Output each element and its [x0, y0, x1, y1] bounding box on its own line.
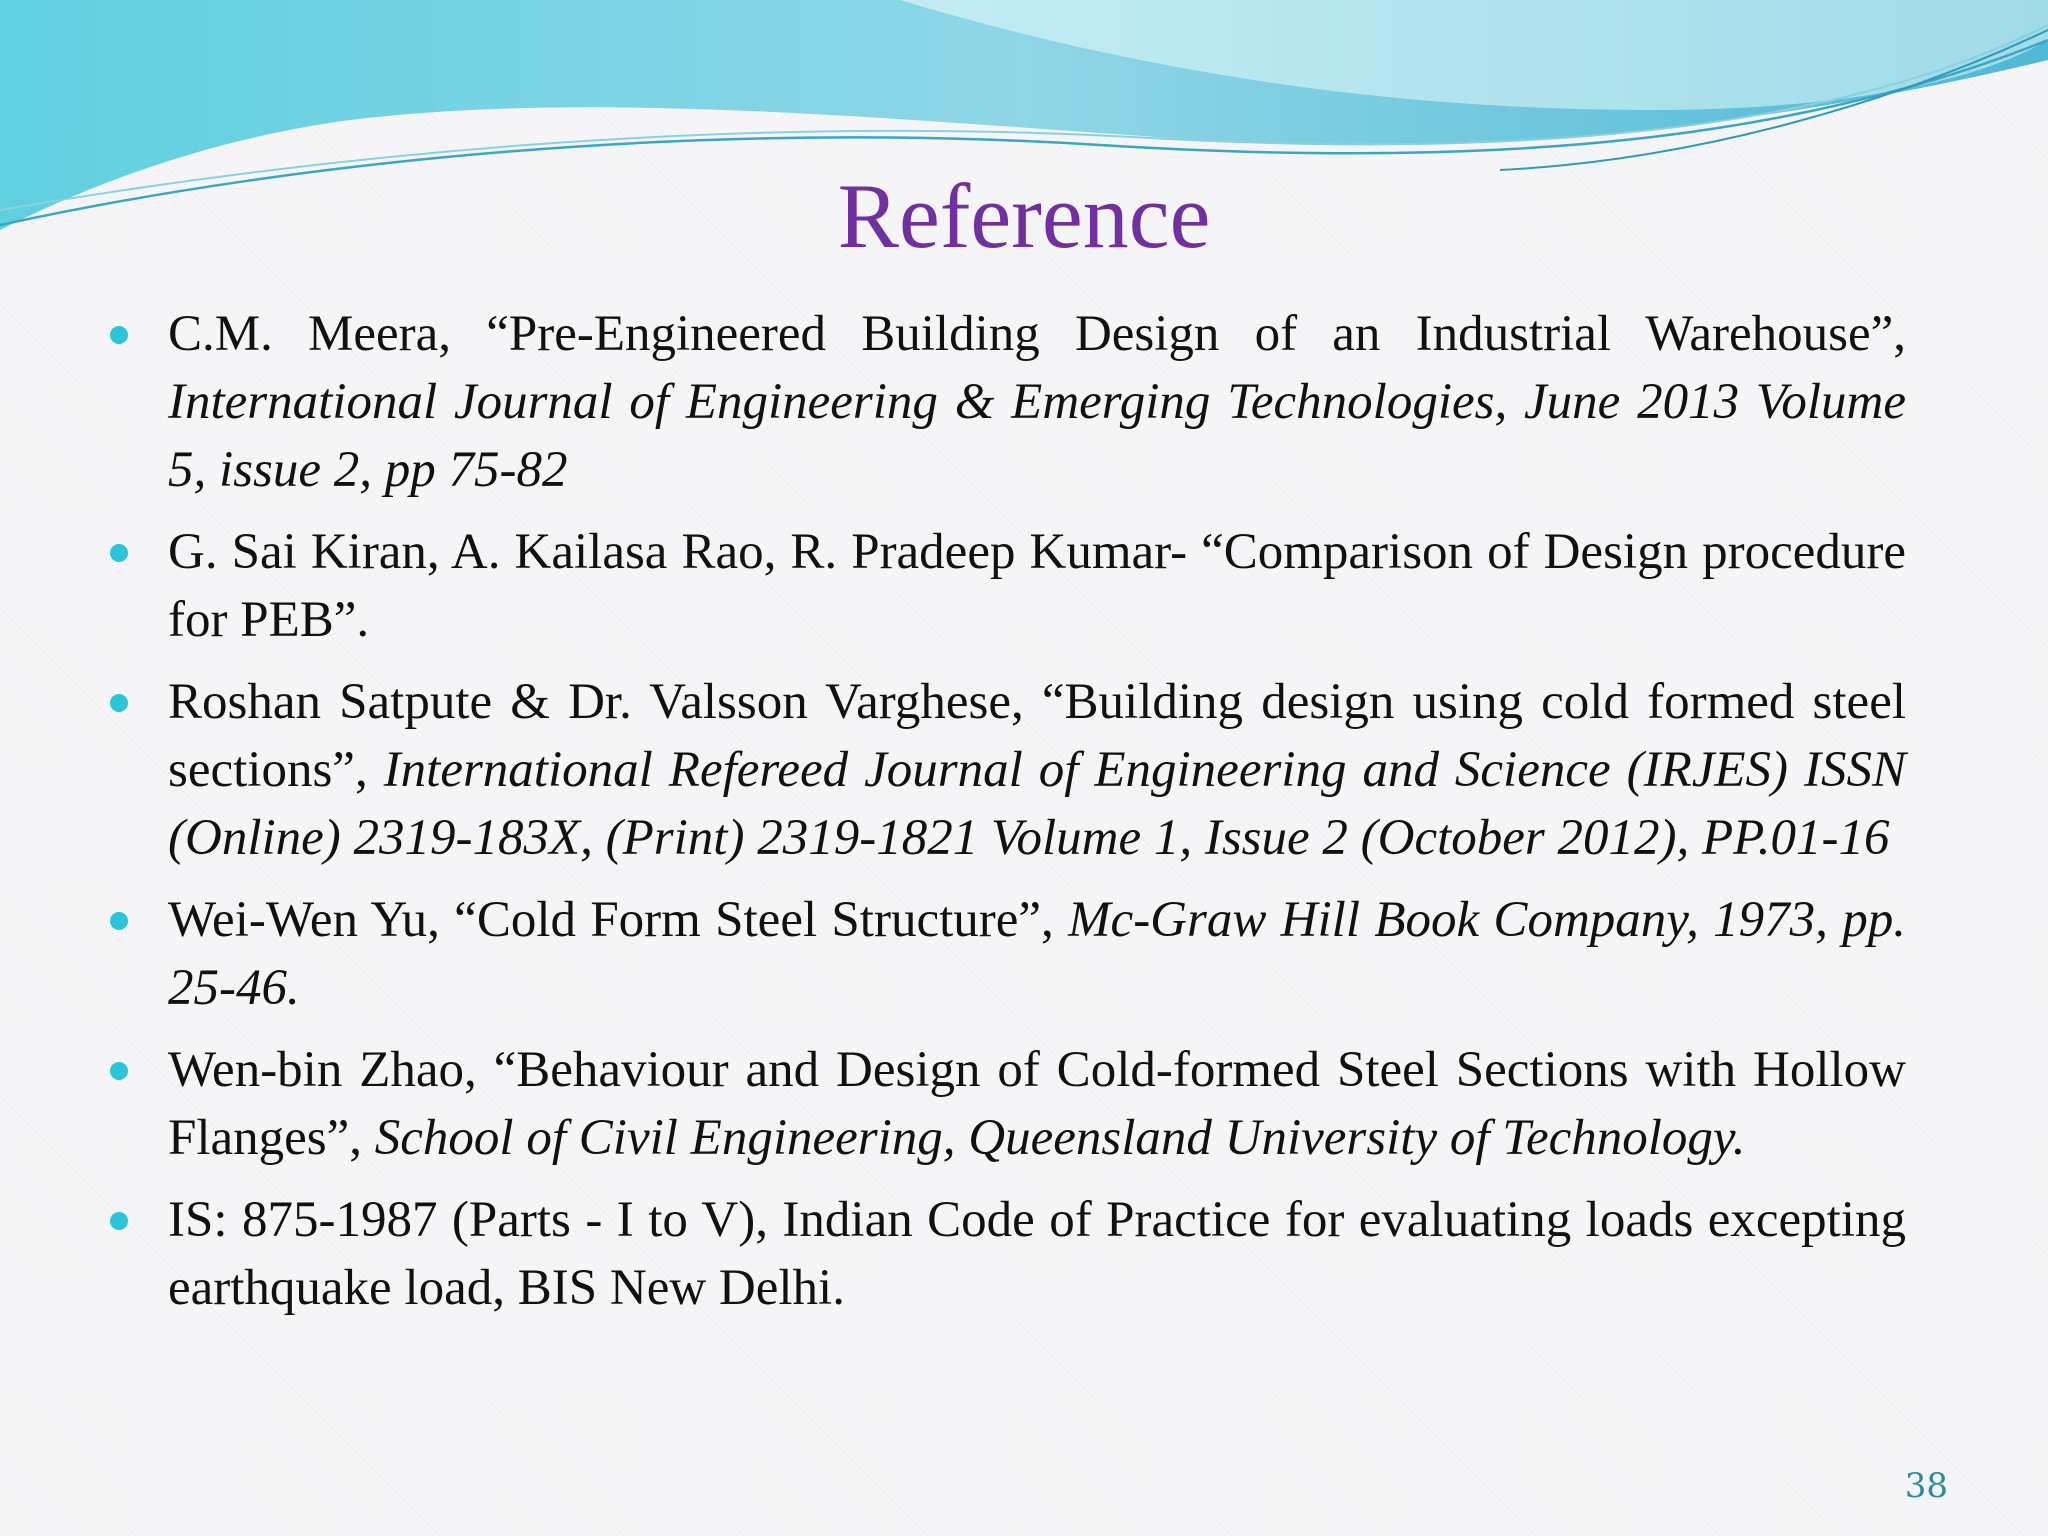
page-number: 38 [1904, 1466, 1948, 1506]
bullet-icon [110, 694, 128, 712]
slide-title: Reference [837, 165, 1211, 267]
reference-source: Mc-Graw Hill Book Company, 1973, pp. 25-46. [168, 892, 1906, 1016]
reference-source: International Journal of Engineering & Emerging Technologies, June 2013 Volume 5, issue 2, pp 75-82 [168, 374, 1906, 498]
reference-item [110, 886, 1906, 1022]
reference-source: School of Civil Engineering, Queensland University of Technology. [374, 1110, 1746, 1166]
reference-list [110, 300, 1906, 1336]
reference-text: Roshan Satpute & Dr. Valsson Varghese, “Building design using cold formed steel sections”, [168, 674, 1906, 798]
bullet-icon [110, 1212, 128, 1230]
reference-item [110, 668, 1906, 872]
reference-source: International Refereed Journal of Engineering and Science (IRJES) ISSN (Online) 2319-183X, (Print) 2319-1821 Volume 1, Issue 2 (October 2012), PP.01-16 [168, 742, 1906, 866]
bullet-icon [110, 326, 128, 344]
reference-item [110, 518, 1906, 654]
reference-text: Wen-bin Zhao, “Behaviour and Design of Cold-formed Steel Sections with Hollow Flanges”, [168, 1042, 1906, 1166]
reference-text: IS: 875-1987 (Parts - I to V), Indian Code of Practice for evaluating loads excepting earthquake load, BIS New Delhi. [168, 1192, 1906, 1316]
reference-item [110, 1036, 1906, 1172]
reference-text: G. Sai Kiran, A. Kailasa Rao, R. Pradeep Kumar- “Comparison of Design procedure for PEB”. [168, 524, 1906, 648]
reference-text: Wei-Wen Yu, “Cold Form Steel Structure”, [168, 892, 1069, 948]
reference-item [110, 1186, 1906, 1322]
bullet-icon [110, 912, 128, 930]
reference-item [110, 300, 1906, 504]
reference-text: C.M. Meera, “Pre-Engineered Building Design of an Industrial Warehouse”, [168, 306, 1906, 362]
bullet-icon [110, 1062, 128, 1080]
bullet-icon [110, 544, 128, 562]
